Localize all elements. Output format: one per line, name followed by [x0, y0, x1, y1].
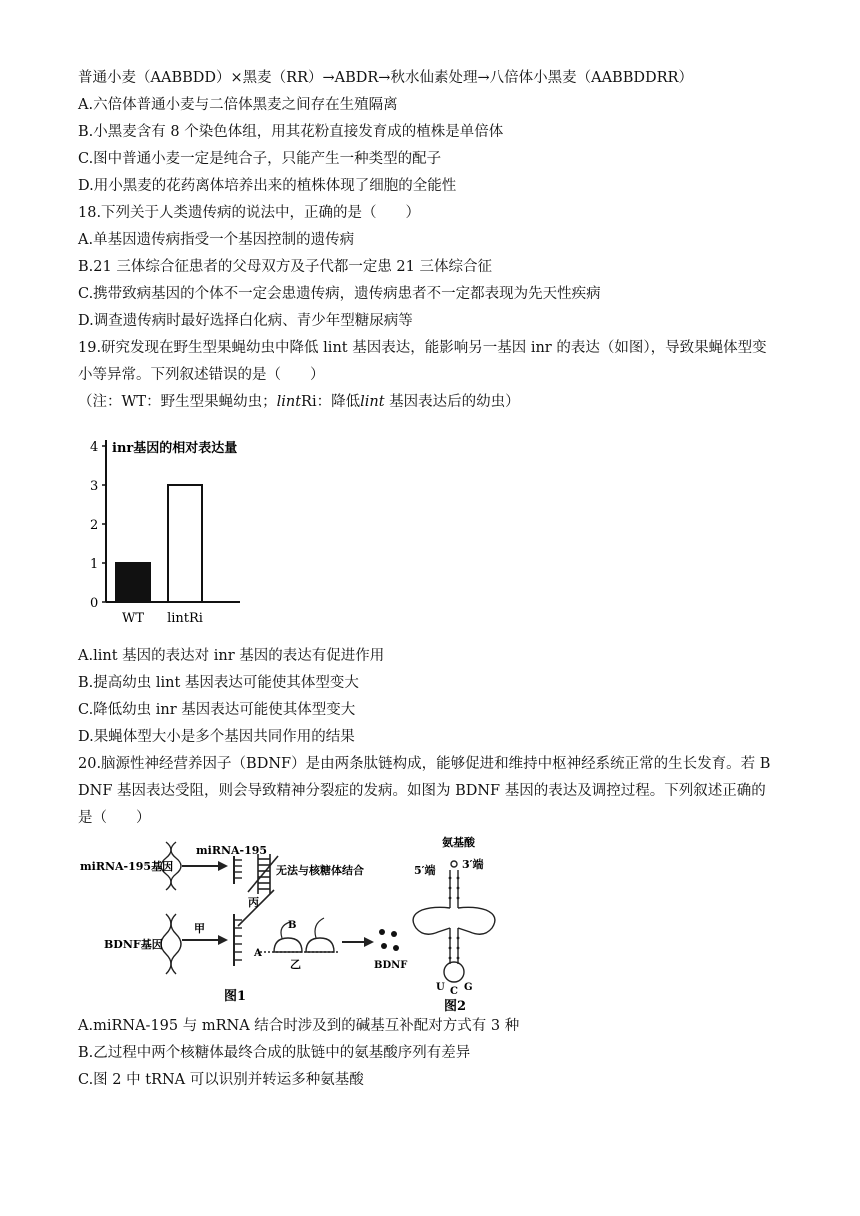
trna-cloverleaf-icon [413, 861, 495, 982]
bar-WT [116, 563, 150, 602]
anticodon-base-c: C [450, 986, 458, 997]
blocked-label: 无法与核糖体结合 [276, 864, 364, 877]
q19-stem-line2: 小等异常。下列叙述错误的是（ ） [78, 367, 325, 383]
q17-option-c: C.图中普通小麦一定是纯合子，只能产生一种类型的配子 [78, 151, 442, 167]
q18-option-b: B.21 三体综合征患者的父母双方及子代都一定患 21 三体综合征 [78, 259, 492, 275]
q19-option-c: C.降低幼虫 inr 基因表达可能使其体型变大 [78, 702, 356, 718]
ribosome-icon [274, 938, 334, 952]
q17-stem: 普通小麦（AABBDD）×黑麦（RR）→ABDR→秋水仙素处理→八倍体小黑麦（AABBDDRR） [78, 70, 693, 86]
bdnf-protein-dots-icon [379, 929, 399, 951]
q20-stem-line3: 是（ ） [78, 810, 151, 826]
polypeptide-b-label: B [288, 920, 297, 931]
figure2-caption: 图2 [444, 999, 467, 1012]
q20-stem-line1: 20.脑源性神经营养因子（BDNF）是由两条肽链构成，能够促进和维持中枢神经系统正常的生长发育。若 B [78, 756, 771, 772]
q19-option-d: D.果蝇体型大小是多个基因共同作用的结果 [78, 729, 355, 745]
q19-stem-line1: 19.研究发现在野生型果蝇幼虫中降低 lint 基因表达，能影响另一基因 inr 的表达（如图），导致果蝇体型变 [78, 340, 767, 356]
q19-option-a: A.lint 基因的表达对 inr 基因的表达有促进作用 [78, 648, 385, 664]
q18-option-a: A.单基因遗传病指受一个基因控制的遗传病 [78, 232, 355, 248]
chart-title: inr基因的相对表达量 [112, 441, 238, 456]
y-tick-label: 0 [90, 596, 99, 611]
amino-acid-label: 氨基酸 [442, 836, 475, 849]
q19-note-part: （注：WT：野生型果蝇幼虫； [78, 394, 277, 410]
bdnf-gene-label: BDNF基因 [104, 938, 163, 951]
five-prime-end-label: 5′端 [414, 864, 436, 877]
q18-option-c: C.携带致病基因的个体不一定会患遗传病，遗传病患者不一定都表现为先天性疾病 [78, 286, 601, 302]
process-jia-label: 甲 [194, 922, 205, 935]
bdnf-expression-diagram [78, 834, 508, 1012]
q19-note-italic: lint [360, 394, 385, 410]
q17-option-a: A.六倍体普通小麦与二倍体黑麦之间存在生殖隔离 [78, 97, 398, 113]
y-tick-label: 3 [90, 479, 99, 494]
x-category-label: lintRi [167, 611, 203, 626]
q20-option-c: C.图 2 中 tRNA 可以识别并转运多种氨基酸 [78, 1072, 364, 1088]
mirna-gene-label: miRNA-195基因 [80, 860, 174, 873]
x-category-label: WT [121, 611, 145, 626]
q20-option-a: A.miRNA-195 与 mRNA 结合时涉及到的碱基互补配对方式有 3 种 [78, 1018, 520, 1034]
y-tick-label: 2 [90, 518, 99, 533]
figure1-caption: 图1 [224, 989, 247, 1004]
q19-note [78, 392, 520, 412]
anticodon-base-g: G [464, 982, 473, 993]
y-tick-label: 1 [90, 557, 99, 572]
q18-option-d: D.调查遗传病时最好选择白化病、青少年型糖尿病等 [78, 313, 413, 329]
process-yi-label: 乙 [290, 958, 301, 971]
q20-stem-line2: DNF 基因表达受阻，则会导致精神分裂症的发病。如图为 BDNF 基因的表达及调控过程。下列叙述正确的 [78, 783, 766, 799]
mrna-end-a-label: A [254, 948, 262, 959]
bdnf-product-label: BDNF [374, 960, 408, 971]
dna-helix-icon [161, 914, 181, 974]
bar-lintRi [168, 485, 202, 602]
mirna-label: miRNA-195 [196, 844, 268, 857]
q19-note-part: Ri：降低 [301, 394, 361, 410]
q20-option-b: B.乙过程中两个核糖体最终合成的肽链中的氨基酸序列有差异 [78, 1045, 471, 1061]
three-prime-end-label: 3′端 [462, 858, 484, 871]
anticodon-base-u: U [436, 982, 445, 993]
q17-option-d: D.用小黑麦的花药离体培养出来的植株体现了细胞的全能性 [78, 178, 457, 194]
y-tick-label: 4 [90, 440, 99, 455]
q17-option-b: B.小黑麦含有 8 个染色体组，用其花粉直接发育成的植株是单倍体 [78, 124, 504, 140]
q18-stem: 18.下列关于人类遗传病的说法中，正确的是（ ） [78, 205, 421, 221]
inr-expression-bar-chart [80, 428, 240, 628]
q19-note-part: 基因表达后的幼虫） [384, 394, 520, 410]
q19-option-b: B.提高幼虫 lint 基因表达可能使其体型变大 [78, 675, 359, 691]
q19-note-italic: lint [276, 394, 302, 410]
process-bing-label: 丙 [248, 896, 259, 909]
